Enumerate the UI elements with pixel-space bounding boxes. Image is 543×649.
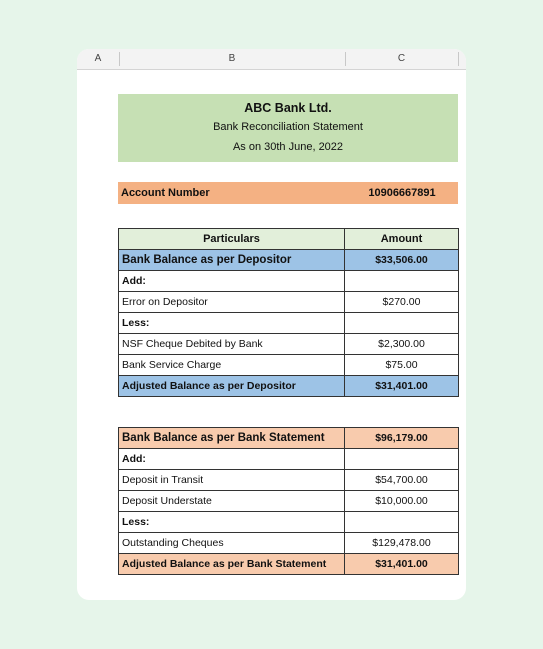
row-amount[interactable]: $54,700.00 <box>345 470 459 491</box>
table-row <box>119 334 459 355</box>
column-header-b[interactable]: B <box>228 53 236 64</box>
table-row <box>119 554 459 575</box>
row-amount[interactable]: $129,478.00 <box>345 533 459 554</box>
table-row <box>119 449 459 470</box>
row-label[interactable]: Deposit Understate <box>119 491 345 512</box>
row-label[interactable]: NSF Cheque Debited by Bank <box>119 334 345 355</box>
row-label[interactable]: Bank Balance as per Depositor <box>119 250 345 271</box>
statement-title: Bank Reconciliation Statement <box>213 121 363 133</box>
row-amount[interactable]: $2,300.00 <box>345 334 459 355</box>
account-number-label: Account Number <box>121 187 210 199</box>
row-amount[interactable] <box>345 271 459 292</box>
table-row <box>119 376 459 397</box>
row-label[interactable]: Adjusted Balance as per Bank Statement <box>119 554 345 575</box>
column-divider[interactable] <box>458 52 459 66</box>
table-row <box>119 491 459 512</box>
column-header-a[interactable]: A <box>94 53 102 64</box>
row-label[interactable]: Outstanding Cheques <box>119 533 345 554</box>
amount-header[interactable]: Amount <box>345 229 459 250</box>
row-amount[interactable]: $270.00 <box>345 292 459 313</box>
column-header-c[interactable]: C <box>397 53 406 64</box>
row-label[interactable]: Add: <box>119 449 345 470</box>
depositor-table <box>118 228 459 397</box>
row-amount[interactable]: $33,506.00 <box>345 250 459 271</box>
spreadsheet-card <box>77 49 466 600</box>
table-row <box>119 313 459 334</box>
table-row <box>119 271 459 292</box>
row-label[interactable]: Deposit in Transit <box>119 470 345 491</box>
column-header-bar <box>77 49 466 70</box>
table-row <box>119 250 459 271</box>
statement-date: As on 30th June, 2022 <box>232 141 344 153</box>
row-label[interactable]: Add: <box>119 271 345 292</box>
row-amount[interactable] <box>345 512 459 533</box>
row-amount[interactable]: $31,401.00 <box>345 376 459 397</box>
company-name: ABC Bank Ltd. <box>244 101 332 115</box>
row-amount[interactable]: $10,000.00 <box>345 491 459 512</box>
row-label[interactable]: Error on Depositor <box>119 292 345 313</box>
table-row <box>119 355 459 376</box>
bank-statement-table <box>118 427 459 575</box>
table-header-row <box>119 229 459 250</box>
row-amount[interactable] <box>345 313 459 334</box>
row-label[interactable]: Bank Service Charge <box>119 355 345 376</box>
table-row <box>119 292 459 313</box>
table-row <box>119 533 459 554</box>
row-label[interactable]: Less: <box>119 512 345 533</box>
table-row <box>119 428 459 449</box>
row-label[interactable]: Adjusted Balance as per Depositor <box>119 376 345 397</box>
table-row <box>119 512 459 533</box>
row-amount[interactable] <box>345 449 459 470</box>
row-amount[interactable]: $31,401.00 <box>345 554 459 575</box>
title-block <box>118 94 458 162</box>
account-number-value: 10906667891 <box>368 187 436 199</box>
row-amount[interactable]: $96,179.00 <box>345 428 459 449</box>
particulars-header[interactable]: Particulars <box>119 229 345 250</box>
row-label[interactable]: Less: <box>119 313 345 334</box>
table-row <box>119 470 459 491</box>
account-number-row[interactable] <box>118 182 458 204</box>
row-label[interactable]: Bank Balance as per Bank Statement <box>119 428 345 449</box>
row-amount[interactable]: $75.00 <box>345 355 459 376</box>
